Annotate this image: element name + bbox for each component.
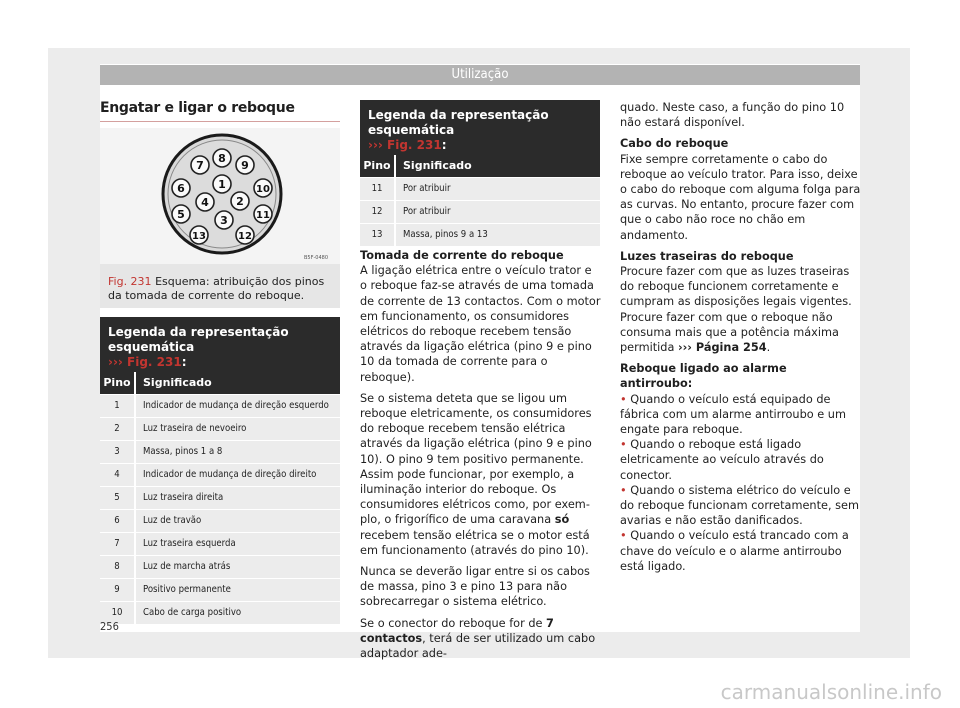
pin-meaning: Luz de marcha atrás [143,561,231,572]
list-item: • Quando o veículo está equipado de fábrica com um alarme antirroubo e um engate para reboque. [620,392,846,437]
fig-ref-prefix: ››› [108,355,123,369]
pin-meaning: Luz traseira de nevoeiro [143,423,247,434]
column-meaning: Significado [403,159,472,172]
pin-label: 2 [236,195,244,208]
pin-number: 11 [360,178,396,200]
fig-ref-link[interactable]: Fig. 231 [127,355,182,369]
pin-label: 13 [192,231,206,242]
paragraph: Procure fazer com que as luzes traseiras do reboque funcionem corretamente e cumpram as disposições legais vigentes. Procure fazer com que o reboque não consuma mais que a potência máxima permitida ››› Página 254. [620,265,852,355]
page-number: 256 [100,620,119,633]
figure-code: B5F-0480 [304,255,329,261]
pin-label: 1 [218,178,226,191]
table-row [100,395,340,417]
legend-table-1-header [100,317,340,394]
pin-label: 9 [241,159,249,172]
pin-meaning: Cabo de carga positivo [143,607,242,618]
table-row [100,602,340,624]
chapter-header: Utilização [100,65,860,85]
pin-label: 11 [256,210,270,221]
pin-number: 2 [100,418,136,440]
pin-number: 13 [360,224,396,246]
column-right-text [620,100,861,574]
figure-caption-text: Esquema: atribuição dos pinos da tomada de corrente do reboque. [108,275,325,302]
column-pin: Pino [360,155,396,177]
list-item: • Quando o veículo está trancado com a chave do veículo e o alarme antirroubo está ligado. [620,529,849,573]
title-divider [100,121,340,122]
pin-label: 12 [238,231,252,242]
pin-number: 12 [360,201,396,223]
pin-number: 8 [100,556,136,578]
paragraph: quado. Neste caso, a função do pino 10 não estará disponível. [620,101,845,130]
column-middle-text [360,248,601,667]
table-row [100,556,340,578]
alarm-bullet-list [620,392,861,574]
pin-label: 3 [220,214,228,227]
heading-cabo: Cabo do reboque [620,137,729,151]
pin-meaning: Luz traseira direita [143,492,224,503]
legend-table-2-columns [360,155,600,177]
figure-box [100,128,340,308]
paragraph: A ligação elétrica entre o veículo trator e o reboque faz-se através de uma tomada de corrente de 13 contactos. Com o motor em funcionamento, os consumidores elétricos do reboque recebem tensão através da ligação elétrica (pino 9 e pino 10 da tomada de corrente para o reboque). [360,264,601,384]
pin-meaning: Massa, pinos 9 a 13 [403,229,488,240]
pin-number: 1 [100,395,136,417]
pin-number: 9 [100,579,136,601]
figure-number: Fig. 231 [108,275,152,288]
table-row [100,579,340,601]
fig-ref-colon: : [441,138,447,152]
pin-meaning: Luz de travão [143,515,202,526]
paragraph: Nunca se deverão ligar entre si os cabos de massa, pino 3 e pino 13 para não sobrecarregar o sistema elétrico. [360,565,590,609]
list-item: • Quando o sistema elétrico do veículo e do reboque funcionam corretamente, sem avarias e não estão danificados. [620,483,859,528]
figure-caption [108,275,336,303]
fig-ref-prefix: ››› [368,138,383,152]
pin-label: 5 [177,208,185,221]
table-row [100,533,340,555]
legend-table-2-title [360,100,600,155]
heading-alarme: Reboque ligado ao alarme antirroubo: [620,362,787,391]
paragraph: Fixe sempre corretamente o cabo do reboque ao veículo trator. Para isso, deixe o cabo do reboque com alguma folga para as curvas. No entanto, procure fazer com que o cabo não roce no chão em andamento. [620,152,861,242]
table-row [100,464,340,486]
column-meaning: Significado [143,376,212,389]
pin-number: 4 [100,464,136,486]
bullet-icon: • [620,438,627,452]
legend-table-1-columns [100,372,340,394]
pin-number: 3 [100,441,136,463]
pin-label: 10 [256,184,270,195]
pin-label: 8 [218,152,226,165]
pin-meaning: Luz traseira esquerda [143,538,236,549]
heading-tomada: Tomada de corrente do reboque [360,249,564,262]
table-row [100,487,340,509]
bullet-icon: • [620,392,627,406]
pin-meaning: Indicador de mudança de direção direito [143,469,317,480]
section-title: Engatar e ligar o reboque [100,100,295,116]
pin-meaning: Por atribuir [403,206,451,217]
table-row [360,178,600,200]
table-row [100,441,340,463]
fig-ref-link[interactable]: Fig. 231 [387,138,442,152]
legend-table-1 [100,317,340,624]
pin-number: 6 [100,510,136,532]
pin-meaning: Positivo permanente [143,584,231,595]
pin-meaning: Massa, pinos 1 a 8 [143,446,223,457]
pin-label: 6 [177,182,185,195]
legend-title-text: Legenda da representação esquemática [368,108,549,137]
pin-number: 10 [100,602,136,624]
pin-label: 4 [201,196,209,209]
heading-luzes: Luzes traseiras do reboque [620,249,794,263]
table-row [360,224,600,246]
list-item: • Quando o reboque está ligado eletricamente ao veículo através do conector. [620,438,824,482]
paragraph: Se o conector do reboque for de 7 contactos, terá de ser utilizado um cabo adaptador ade- [360,616,596,661]
legend-table-1-title [100,317,340,372]
legend-table-2 [360,100,600,246]
page-link[interactable]: ››› Página 254 [677,341,767,355]
bullet-icon: • [620,529,627,543]
legend-table-2-header [360,100,600,177]
bullet-icon: • [620,483,627,497]
socket-pinout-svg [100,128,340,264]
pin-meaning: Indicador de mudança de direção esquerdo [143,400,329,411]
pin-number: 7 [100,533,136,555]
watermark: carmanualsonline.info [720,680,942,704]
table-row [100,418,340,440]
paragraph: Se o sistema deteta que se ligou um reboque eletricamente, os consumidores do reboque recebem tensão elétrica através da ligação elétrica (pino 9 e pino 10). O pino 9 tem positivo permanente. Assim pode funcionar, por exemplo, a iluminação interior do reboque. Os consumidores elétricos como, por exemplo, o frigorífico de uma caravana só recebem tensão elétrica se o motor está em funcionamento (através do pino 10). [360,391,592,557]
connector-diagram [100,128,340,264]
table-row [100,510,340,532]
pin-number: 5 [100,487,136,509]
pin-meaning: Por atribuir [403,183,451,194]
legend-title-text: Legenda da representação esquemática [108,325,289,354]
fig-ref-colon: : [181,355,187,369]
table-row [360,201,600,223]
pin-label: 7 [196,159,204,172]
column-pin: Pino [100,372,136,394]
